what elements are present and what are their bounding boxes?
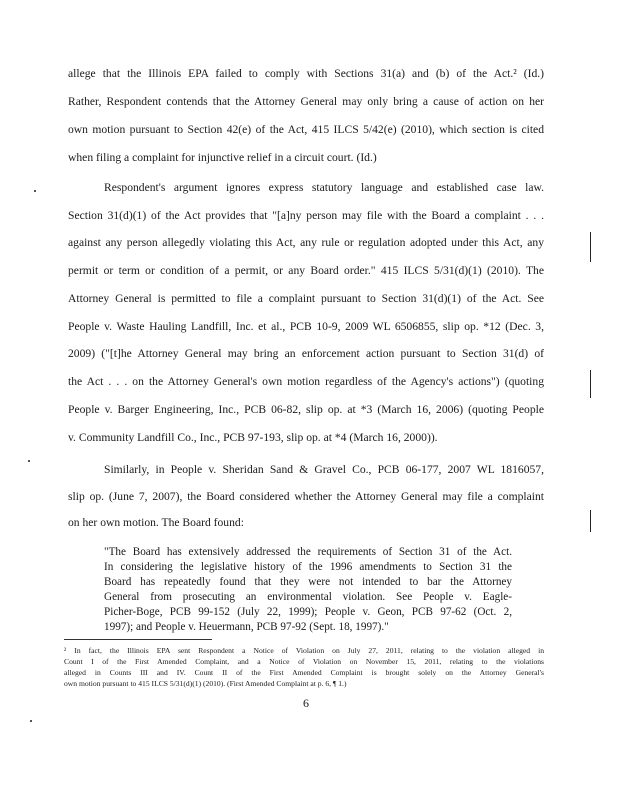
body-line: Attorney General is permitted to file a complaint pursuant to Section 31(d)(1) of the Act. See <box>68 292 544 305</box>
body-line: allege that the Illinois EPA failed to comply with Sections 31(a) and (b) of the Act.² (Id.) <box>68 67 544 80</box>
quote-line: General from prosecuting an environmental violation. See People v. Eagle- <box>104 591 512 603</box>
body-line: People v. Waste Hauling Landfill, Inc. et al., PCB 10-9, 2009 WL 6506855, slip op. *12 (Dec. 3, <box>68 320 544 333</box>
body-line: Similarly, in People v. Sheridan Sand & Gravel Co., PCB 06-177, 2007 WL 1816057, <box>104 463 544 476</box>
body-line: own motion pursuant to Section 42(e) of the Act, 415 ILCS 5/42(e) (2010), which section is cited <box>68 123 544 136</box>
body-line: People v. Barger Engineering, Inc., PCB 06-82, slip op. at *3 (March 16, 2006) (quoting People <box>68 403 544 416</box>
body-line: 2009) ("[t]he Attorney General may bring an enforcement action pursuant to Section 31(d) of <box>68 347 544 360</box>
body-line: the Act . . . on the Attorney General's own motion regardless of the Agency's actions") (quoting <box>68 375 544 388</box>
body-line: on her own motion. The Board found: <box>68 516 244 529</box>
body-line: permit or term or condition of a permit, or any Board order." 415 ILCS 5/31(d)(1) (2010). The <box>68 264 544 277</box>
quote-line: 1997); and People v. Heuermann, PCB 97-92 (Sept. 18, 1997)." <box>104 621 389 633</box>
body-line: Respondent's argument ignores express statutory language and established case law. <box>104 181 544 194</box>
body-line: v. Community Landfill Co., Inc., PCB 97-193, slip op. at *4 (March 16, 2000)). <box>68 431 438 444</box>
footnote-line: Count I of the First Amended Complaint, and a Notice of Violation on November 15, 2011, relating to the violations <box>64 657 544 666</box>
footnote-separator <box>64 639 212 640</box>
footnote-line: own motion pursuant to 415 ILCS 5/31(d)(1) (2010). (First Amended Complaint at p. 6, ¶ 1.) <box>64 679 347 688</box>
quote-line: Board has repeatedly found that they were not intended to bar the Attorney <box>104 576 512 588</box>
body-line: slip op. (June 7, 2007), the Board considered whether the Attorney General may file a complaint <box>68 490 544 503</box>
revision-bar <box>590 370 591 398</box>
quote-line: Picher-Boge, PCB 99-152 (July 22, 1999); People v. Geon, PCB 97-62 (Oct. 2, <box>104 606 512 618</box>
footnote-line: alleged in Counts III and IV. Count II of the First Amended Complaint is brought solely on the Attorney General's <box>64 668 544 677</box>
revision-bar <box>590 510 591 532</box>
page-number: 6 <box>303 696 309 710</box>
quote-line: "The Board has extensively addressed the requirements of Section 31 of the Act. <box>104 546 512 558</box>
body-line: Section 31(d)(1) of the Act provides that "[a]ny person may file with the Board a complaint . . . <box>68 209 544 222</box>
body-line: against any person allegedly violating this Act, any rule or regulation adopted under this Act, any <box>68 236 544 249</box>
body-line: when filing a complaint for injunctive relief in a circuit court. (Id.) <box>68 151 377 164</box>
footnote-line: ² In fact, the Illinois EPA sent Respondent a Notice of Violation on July 27, 2011, relating to the violation alleged in <box>64 646 544 655</box>
body-line: Rather, Respondent contends that the Attorney General may only bring a cause of action on her <box>68 95 544 108</box>
quote-line: In considering the legislative history of the 1996 amendments to Section 31 the <box>104 561 512 573</box>
scan-speck <box>34 190 36 192</box>
scan-speck <box>30 720 32 722</box>
scan-speck <box>28 460 30 462</box>
revision-bar <box>590 232 591 262</box>
